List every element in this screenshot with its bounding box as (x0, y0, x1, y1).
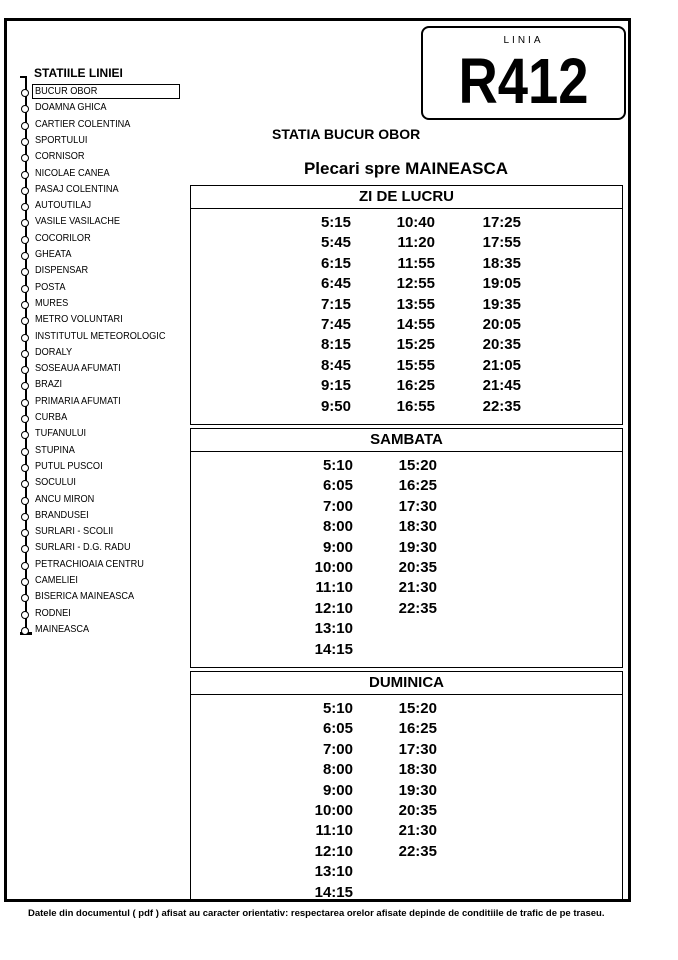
stop-name: DORALY (35, 346, 73, 358)
departure-time: 6:05 (322, 720, 353, 738)
stop-dot-icon (21, 334, 29, 342)
departure-time: 14:15 (314, 640, 353, 658)
departure-time: 8:00 (322, 761, 353, 779)
stop-dot-icon (21, 448, 29, 456)
departure-time: 8:45 (320, 356, 351, 374)
stop-name: VASILE VASILACHE (35, 216, 121, 228)
stop-dot-icon (21, 464, 29, 472)
schedule-section (190, 671, 623, 902)
departure-time: 15:20 (398, 457, 437, 474)
stop-dot-icon (21, 627, 29, 635)
departure-time: 6:05 (322, 477, 353, 495)
departure-time: 12:10 (314, 842, 353, 860)
stop-name: COCORILOR (35, 232, 91, 244)
stop-dot-icon (21, 89, 29, 97)
departure-time: 7:00 (322, 497, 353, 515)
departure-time: 13:55 (396, 295, 435, 313)
departure-time: 21:30 (398, 579, 437, 597)
stop-name: SURLARI - SCOLII (35, 526, 114, 538)
stop-name: PUTUL PUSCOI (35, 460, 103, 472)
stop-dot-icon (21, 611, 29, 619)
stop-dot-icon (21, 252, 29, 260)
stop-name: BISERICA MAINEASCA (35, 591, 135, 603)
schedule-section (190, 185, 623, 425)
stop-name: SOCULUI (35, 477, 76, 489)
stop-name: CAMELIEI (35, 575, 78, 586)
departure-time: 11:10 (315, 822, 353, 840)
departure-time: 20:05 (482, 316, 521, 333)
departure-time: 21:45 (482, 377, 521, 395)
departure-time: 16:55 (396, 397, 435, 415)
schedule-section-title: DUMINICA (191, 672, 622, 695)
departure-time: 5:15 (320, 214, 351, 231)
stop-name: RODNEI (35, 607, 71, 619)
stop-dot-icon (21, 513, 29, 521)
departure-time: 18:30 (398, 761, 437, 779)
departure-time: 5:10 (322, 700, 353, 717)
stop-name: DISPENSAR (35, 265, 89, 277)
departure-time: 19:35 (482, 295, 521, 313)
departure-time: 13:10 (314, 863, 353, 881)
stop-name: BRAZI (35, 379, 63, 391)
stop-name: SURLARI - D.G. RADU (35, 542, 131, 554)
station-title: STATIA BUCUR OBOR (272, 126, 421, 142)
line-number: R412 (458, 45, 589, 117)
stop-name: PRIMARIA AFUMATI (35, 395, 121, 407)
stop-name: SOSEAUA AFUMATI (35, 363, 121, 375)
stop-dot-icon (21, 138, 29, 146)
departure-time: 11:10 (315, 579, 353, 597)
departure-time: 17:55 (482, 234, 521, 252)
schedule-section-title: ZI DE LUCRU (191, 186, 622, 209)
footer-note: Datele din documentul ( pdf ) afisat au caracter orientativ: respectarea orelor afisate depinde de conditiile de trafic de pe traseu. (28, 908, 605, 919)
departure-time: 15:20 (398, 700, 437, 717)
departure-time: 17:30 (398, 740, 437, 758)
stop-dot-icon (21, 236, 29, 244)
departure-time: 9:00 (322, 781, 353, 799)
departure-time: 8:00 (322, 518, 353, 536)
stop-dot-icon (21, 415, 29, 423)
departure-time: 5:10 (322, 457, 353, 474)
stop-dot-icon (21, 497, 29, 505)
stop-name: MURES (35, 297, 69, 309)
stop-name: BUCUR OBOR (35, 86, 98, 97)
departure-time: 16:25 (398, 477, 437, 495)
direction-title: Plecari spre MAINEASCA (303, 159, 509, 178)
departure-time: 18:35 (482, 254, 521, 272)
stop-name: GHEATA (35, 249, 72, 260)
stop-dot-icon (21, 122, 29, 130)
stop-name: TUFANULUI (35, 428, 87, 440)
departure-time: 20:35 (482, 336, 521, 354)
departure-time: 20:35 (398, 559, 437, 576)
departure-time: 12:55 (396, 275, 435, 293)
stop-name: CORNISOR (35, 151, 85, 163)
departure-time: 12:10 (314, 599, 353, 617)
departure-time: 10:40 (396, 214, 435, 231)
stop-name: CURBA (35, 412, 68, 423)
stop-name: CARTIER COLENTINA (35, 118, 131, 130)
departure-time: 22:35 (398, 599, 437, 617)
stop-dot-icon (21, 285, 29, 293)
departure-time: 22:35 (398, 842, 437, 860)
line-box (421, 26, 626, 120)
departure-time: 15:55 (396, 356, 435, 374)
departure-time: 10:00 (314, 802, 353, 819)
departure-time: 5:45 (320, 234, 351, 252)
stop-name: PASAJ COLENTINA (35, 183, 119, 195)
departure-time: 9:00 (322, 538, 353, 556)
stop-dot-icon (21, 399, 29, 407)
stop-name: ANCU MIRON (35, 493, 95, 505)
stop-dot-icon (21, 301, 29, 309)
departure-time: 21:05 (482, 356, 521, 374)
departure-time: 21:30 (398, 822, 437, 840)
departure-time: 19:05 (482, 275, 521, 293)
departure-time: 15:25 (396, 336, 435, 354)
departure-time: 11:55 (397, 254, 435, 272)
departure-time: 22:35 (482, 397, 521, 415)
departure-time: 13:10 (314, 620, 353, 638)
departure-time: 17:25 (482, 214, 521, 231)
stop-name: AUTOUTILAJ (35, 200, 92, 212)
departure-time: 9:15 (320, 377, 351, 395)
departure-time: 10:00 (314, 559, 353, 576)
stop-name: METRO VOLUNTARI (35, 314, 123, 326)
departure-time: 11:20 (397, 234, 435, 252)
departure-time: 7:45 (320, 316, 351, 333)
departure-time: 14:55 (396, 316, 435, 333)
departure-time: 19:30 (398, 538, 437, 556)
departure-time: 16:25 (396, 377, 435, 395)
stop-dot-icon (21, 562, 29, 570)
departure-time: 8:15 (320, 336, 351, 354)
departure-time: 7:00 (322, 740, 353, 758)
departure-time: 9:50 (320, 397, 351, 415)
departure-time: 16:25 (398, 720, 437, 738)
stop-name: NICOLAE CANEA (35, 167, 110, 179)
line-label: LINIA (503, 35, 544, 46)
departure-time: 6:45 (320, 275, 351, 293)
stop-name: POSTA (35, 281, 66, 293)
schedule-section (190, 428, 623, 668)
departure-time: 18:30 (398, 518, 437, 536)
stop-name: DOAMNA GHICA (35, 102, 107, 114)
departure-time: 20:35 (398, 802, 437, 819)
stop-name: STUPINA (35, 444, 75, 456)
stops-title: STATIILE LINIEI (34, 66, 123, 80)
stop-name: INSTITUTUL METEOROLOGIC (35, 330, 166, 342)
departure-time: 19:30 (398, 781, 437, 799)
stop-name: PETRACHIOAIA CENTRU (35, 558, 144, 570)
stop-name: SPORTULUI (35, 134, 88, 146)
stop-dot-icon (21, 350, 29, 358)
schedule-section-title: SAMBATA (191, 429, 622, 452)
stop-name: BRANDUSEI (35, 509, 89, 521)
stop-name: MAINEASCA (35, 623, 90, 635)
departure-time: 7:15 (320, 295, 351, 313)
stop-dot-icon (21, 171, 29, 179)
stop-dot-icon (21, 578, 29, 586)
departure-time: 14:15 (314, 883, 353, 901)
departure-time: 17:30 (398, 497, 437, 515)
stop-dot-icon (21, 187, 29, 195)
departure-time: 6:15 (320, 254, 351, 272)
